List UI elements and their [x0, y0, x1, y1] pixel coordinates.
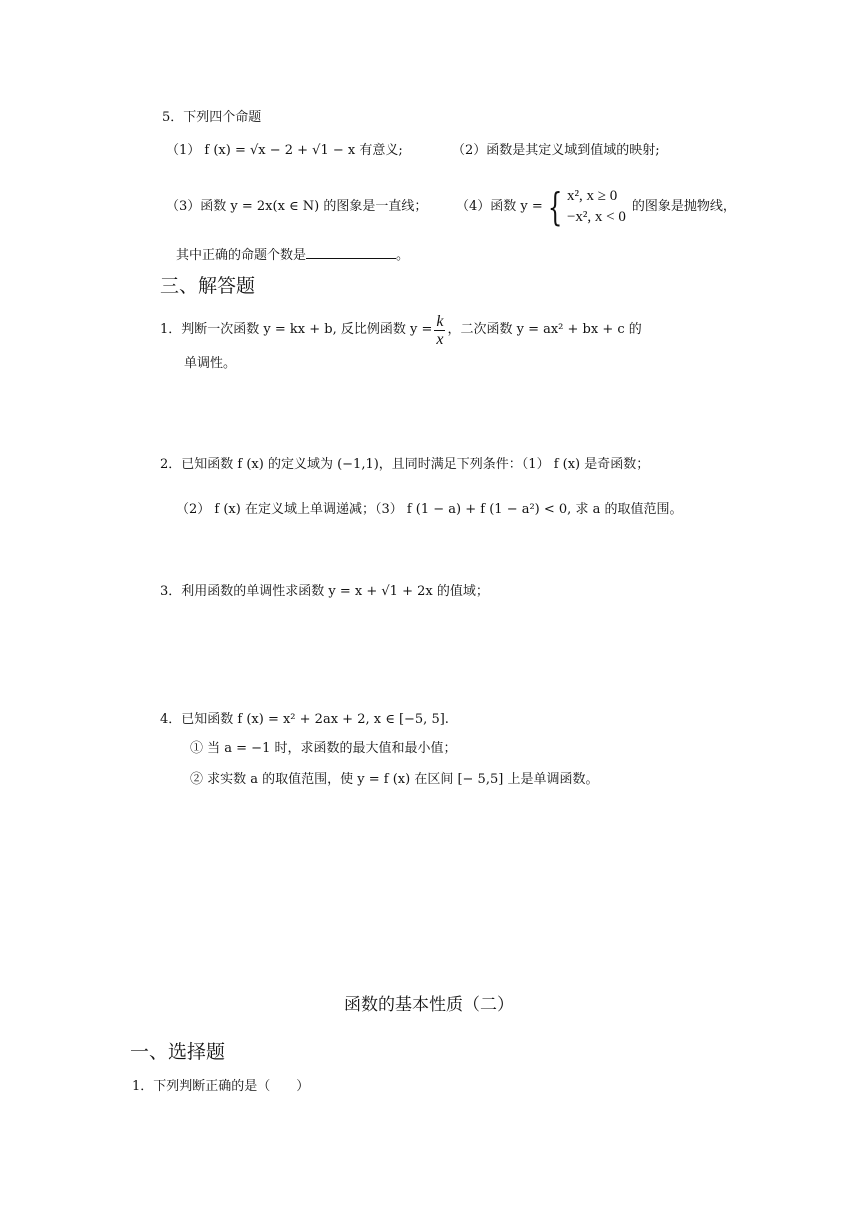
answer-question-1	[160, 310, 642, 350]
question-5-ask	[176, 246, 409, 265]
section-heading-choice: 一、选择题	[130, 1041, 226, 1063]
piecewise-case-1: x², x ≥ 0	[566, 188, 618, 204]
fraction-k-over-x	[434, 313, 445, 348]
question-5-heading: 5．下列四个命题	[162, 110, 262, 125]
proposition-4	[456, 182, 736, 232]
answer-question-1-prefix: 1．判断一次函数 y = kx + b, 反比例函数 y =	[160, 322, 433, 337]
proposition-3: （3）函数 y = 2x(x ∈ N) 的图象是一直线；	[166, 199, 428, 214]
answer-question-4-line-3: ② 求实数 a 的取值范围，使 y = f (x) 在区间 [− 5,5] 上是单调函数。	[190, 772, 599, 787]
fraction-denominator: x	[436, 330, 444, 348]
answer-blank	[306, 246, 396, 259]
answer-question-2-line-1: 2．已知函数 f (x) 的定义域为 (−1,1)，且同时满足下列条件：（1） f (x) 是奇函数；	[160, 457, 650, 472]
fraction-numerator: k	[436, 312, 444, 330]
question-5-ask-text: 其中正确的命题个数是	[176, 248, 307, 263]
answer-question-1-suffix: ，二次函数 y = ax² + bx + c 的	[447, 322, 642, 337]
part-2-title: 函数的基本性质（二）	[344, 995, 514, 1015]
piecewise-brace: {	[547, 185, 563, 229]
answer-question-1-line-2: 单调性。	[184, 356, 237, 371]
answer-question-4-line-2: ① 当 a = −1 时，求函数的最大值和最小值；	[190, 741, 457, 756]
piecewise-cases	[567, 186, 626, 228]
choice-question-1: 1．下列判断正确的是（ ）	[132, 1079, 310, 1094]
section-heading-answers: 三、解答题	[160, 275, 256, 297]
proposition-4-prefix: （4）函数 y =	[456, 199, 543, 214]
answer-question-2-line-2: （2） f (x) 在定义域上单调递减；（3） f (1 − a) + f (1 − a²) < 0, 求 a 的取值范围。	[176, 502, 683, 517]
answer-question-3: 3．利用函数的单调性求函数 y = x + √1 + 2x 的值域；	[160, 584, 489, 599]
proposition-1: （1） f (x) = √x − 2 + √1 − x 有意义;	[166, 143, 403, 158]
question-5-ask-end: 。	[396, 248, 410, 263]
proposition-2: （2）函数是其定义域到值域的映射;	[452, 143, 660, 158]
answer-question-4-line-1: 4．已知函数 f (x) = x² + 2ax + 2, x ∈ [−5, 5].	[160, 712, 449, 727]
proposition-4-suffix: 的图象是抛物线，	[631, 199, 736, 214]
piecewise-case-2: −x², x < 0	[566, 209, 626, 225]
